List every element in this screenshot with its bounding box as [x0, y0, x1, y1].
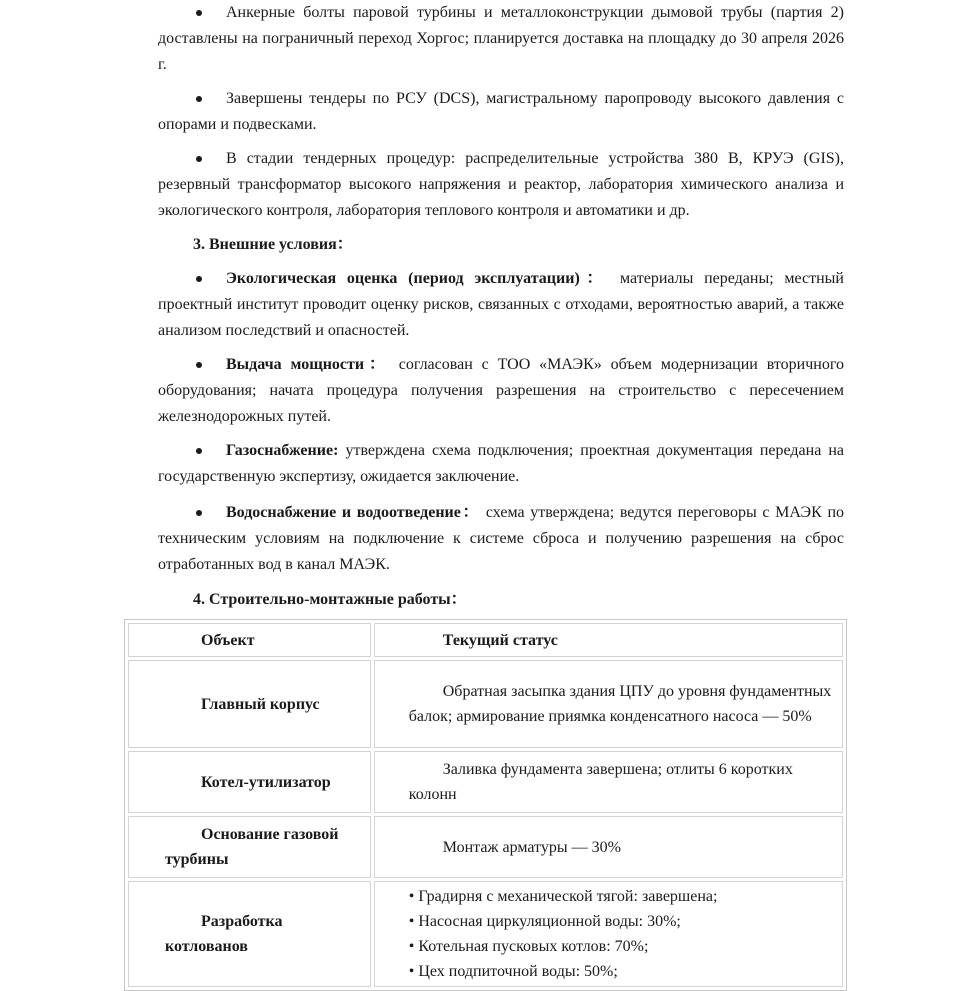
list-item: • Насосная циркуляционной воды: 30%;: [408, 913, 681, 930]
paragraph-ecology: [158, 266, 844, 344]
header-status: Текущий статус: [374, 623, 843, 657]
table-row: [128, 660, 843, 748]
section-3-heading: 3. Внешние условия：: [193, 236, 353, 253]
object-cell: Главный корпус: [128, 660, 371, 748]
item-text: материалы переданы; местный проектный институт проводит оценку рисков, связанных с отходами, вероятностью аварий, а также анализом последствий и опасностей.: [158, 270, 844, 339]
status-cell: Заливка фундамента завершена; отлиты 6 коротких колонн: [374, 751, 843, 813]
object-cell: Котел-утилизатор: [128, 751, 371, 813]
paragraph-water-supply: [158, 500, 844, 578]
table-row: [128, 751, 843, 813]
list-item: • Градирня с механической тягой: завершена;: [408, 888, 718, 905]
table-row: [128, 816, 843, 878]
paragraph-text: Анкерные болты паровой турбины и металлоконструкции дымовой трубы (партия 2) доставлены на пограничный переход Хоргос; планируется доставка на площадку до 30 апреля 2026 г.: [158, 4, 844, 73]
table-row: [128, 881, 843, 987]
construction-status-table: [124, 619, 847, 991]
paragraph-power-output: [158, 352, 844, 430]
object-cell: Основание газовой турбины: [128, 816, 371, 878]
status-cell: Монтаж арматуры — 30%: [374, 816, 843, 878]
paragraph-text: В стадии тендерных процедур: распределительные устройства 380 В, КРУЭ (GIS), резервный трансформатор высокого напряжения и реактор, лаборатория химического анализа и экологического контроля, лаборатория теплового контроля и автоматики и др.: [158, 150, 844, 219]
item-label: Выдача мощности：: [226, 356, 390, 373]
item-text: схема утверждена; ведутся переговоры с МАЭК по техническим условиям на подключение к системе сброса и получению разрешения на сброс отработанных вод в канал МАЭК.: [158, 504, 844, 573]
paragraph-tenders-completed: [158, 86, 844, 138]
item-text: утверждена схема подключения; проектная документация передана на государственную экспертизу, ожидается заключение.: [158, 442, 845, 485]
paragraph-tenders-in-progress: [158, 146, 844, 224]
object-cell: Разработка котлованов: [128, 881, 371, 987]
item-text: согласован с ТОО «МАЭК» объем модернизации вторичного оборудования; начата процедура получения разрешения на строительство с пересечением железнодорожных путей.: [158, 356, 845, 425]
list-item: • Котельная пусковых котлов: 70%;: [408, 938, 649, 955]
paragraph-gas-supply: [158, 438, 844, 490]
paragraph-text: Завершены тендеры по РСУ (DCS), магистральному паропроводу высокого давления с опорами и подвесками.: [158, 90, 844, 133]
section-4-heading: 4. Строительно-монтажные работы：: [193, 591, 467, 608]
header-object: Объект: [128, 623, 371, 657]
status-cell: [374, 881, 843, 987]
paragraph-anchor-bolts: [158, 0, 844, 78]
list-item: • Цех подпиточной воды: 50%;: [408, 963, 618, 980]
item-label: Экологическая оценка (период эксплуатации)：: [226, 270, 610, 287]
item-label: Водоснабжение и водоотведение：: [226, 504, 481, 521]
status-cell: Обратная засыпка здания ЦПУ до уровня фундаментных балок; армирование приямка конденсатного насоса — 50%: [374, 660, 843, 748]
status-list: [375, 882, 842, 986]
item-label: Газоснабжение:: [226, 442, 339, 459]
table-header-row: [128, 623, 843, 657]
